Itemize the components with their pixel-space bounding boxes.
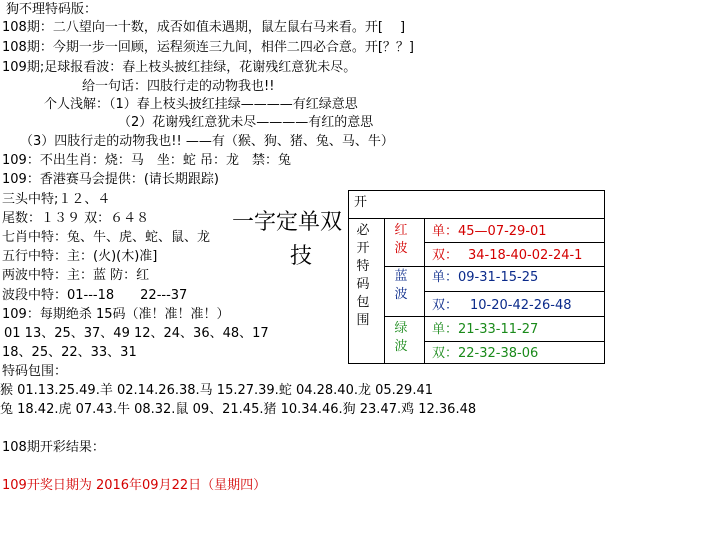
green-single-row — [432, 322, 538, 338]
row-kind: 双： — [432, 248, 459, 263]
row-values: 34-18-40-02-24-1 — [468, 248, 583, 263]
row-kind: 双： — [432, 346, 459, 361]
table-left-label: 必开特码包围 — [356, 223, 370, 328]
table-row-divider-1 — [424, 242, 604, 243]
line-interpretation-1: 个人浅解：（1）春上枝头披红挂绿————有红绿意思 — [44, 97, 358, 112]
blue-single-row — [432, 270, 538, 286]
big-title-line2: 技 — [290, 244, 313, 269]
line-one-sentence: 给一句话：四肢行走的动物我也!! — [82, 79, 275, 94]
line-108-result: 108期开彩结果： — [2, 440, 105, 455]
line-zodiac-numbers-2: 兔 18.42.虎 07.43.牛 08.32.鼠 09、21.45.猪 10.34.46.狗 23.47.鸡 12.36.48 — [0, 402, 477, 417]
line-109-exclude: 109：不出生肖：烧：马 坐：蛇 吊：龙 禁：兔 — [2, 153, 291, 168]
big-title-line1: 一字定单双 — [232, 210, 343, 235]
table-group-divider-2 — [384, 316, 604, 317]
line-tail-numbers: 尾数：１３９ 双：６４８ — [2, 211, 150, 226]
line-special-surround: 特码包围： — [2, 364, 68, 379]
line-zodiac-numbers-1: 猴 01.13.25.49.羊 02.14.26.38.马 15.27.39.蛇 04.28.40.龙 05.29.41 — [0, 383, 433, 398]
group-label-green: 绿波 — [394, 321, 408, 354]
row-values: 09-31-15-25 — [458, 270, 539, 285]
row-values: 10-20-42-26-48 — [470, 298, 572, 313]
group-label-blue: 蓝波 — [394, 269, 408, 302]
row-values: 21-33-11-27 — [458, 322, 539, 337]
doc-title: 狗不理特码版： — [6, 2, 98, 17]
line-109-draw-date: 109开奖日期为 2016年09月22日（星期四） — [2, 478, 267, 493]
row-kind: 单： — [432, 322, 459, 337]
row-values: 45—07-29-01 — [458, 224, 547, 239]
line-108-riddle-1: 108期：二八望向一十数，成否如值未遇期，鼠左鼠右马来看。开[ ] — [2, 20, 406, 35]
line-interpretation-3: （3）四肢行走的动物我也!! ——有（猴、狗、猪、兔、马、牛） — [20, 134, 394, 149]
row-kind: 单： — [432, 270, 459, 285]
line-interpretation-2: （2）花谢残红意犹未尽————有红的意思 — [118, 115, 374, 130]
green-double-row — [432, 346, 538, 362]
line-108-riddle-2: 108期：今期一步一回顾，运程须连三九间，相伴二四必合意。开[？？] — [2, 40, 414, 55]
line-109-football: 109期;足球报看波：春上枝头披红挂绿，花谢残红意犹未尽。 — [2, 60, 357, 75]
line-109-hk-jockey: 109：香港赛马会提供：(请长期跟踪) — [2, 172, 219, 187]
line-kill-numbers-2: 18、25、22、33、31 — [2, 345, 137, 360]
row-kind: 双： — [432, 298, 459, 313]
red-double-row — [432, 248, 582, 264]
line-kill-15: 109：每期绝杀 15码（准！准！准！） — [2, 307, 230, 322]
line-five-elements: 五行中特：主：(火)(木)准] — [2, 249, 158, 264]
table-header-cell: 开 — [354, 195, 368, 210]
group-label-red: 红波 — [394, 223, 408, 256]
table-divider-v1 — [384, 218, 385, 363]
table-header-divider — [348, 218, 604, 219]
row-kind: 单： — [432, 224, 459, 239]
line-wave-segment: 波段中特：01---18 22---37 — [2, 288, 188, 303]
table-row-divider-3 — [424, 341, 604, 342]
table-row-divider-2 — [424, 291, 604, 292]
line-two-waves: 两波中特：主：蓝 防：红 — [2, 268, 150, 283]
line-kill-numbers-1: 01 13、25、37、49 12、24、36、48、17 — [4, 326, 269, 341]
line-seven-zodiac: 七肖中特：兔、牛、虎、蛇、鼠、龙 — [2, 230, 211, 245]
red-single-row — [432, 224, 547, 240]
table-group-divider-1 — [384, 266, 604, 267]
row-values: 22-32-38-06 — [458, 346, 539, 361]
line-three-heads: 三头中特;１２、４ — [2, 192, 111, 207]
blue-double-row — [432, 298, 572, 314]
